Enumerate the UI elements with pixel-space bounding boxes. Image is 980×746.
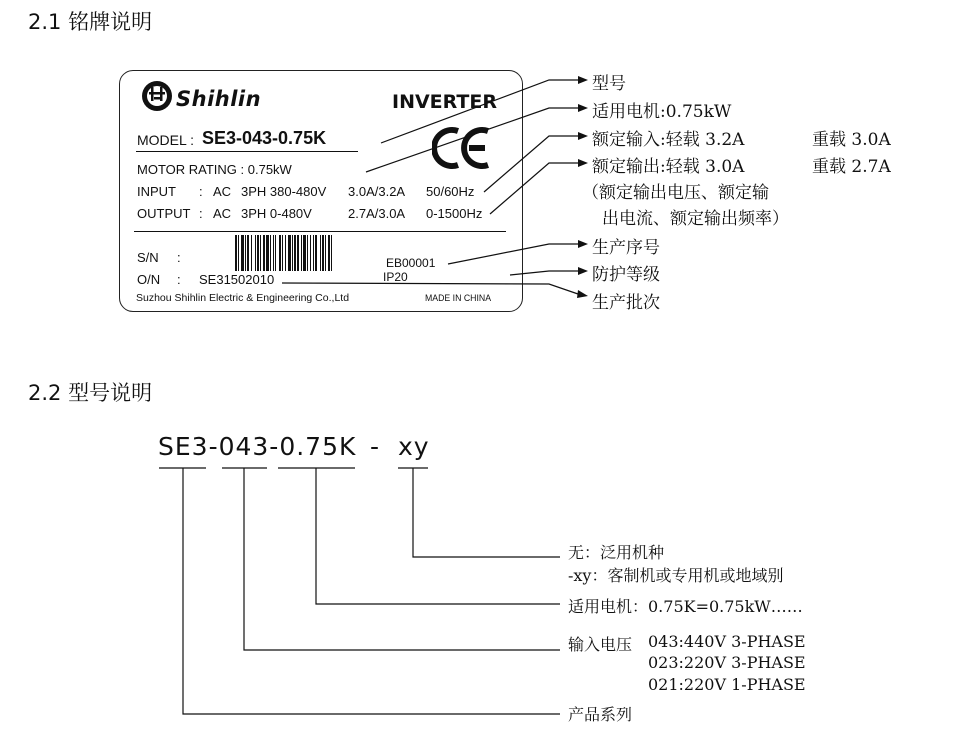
leader-model [381,80,578,143]
ann-motor: 适用电机:0.75kW [592,102,732,122]
product-name: INVERTER [392,91,498,113]
desc-voltage-label: 输入电压 [568,635,633,654]
on-colon: : [177,272,181,287]
leader-serial [448,244,578,264]
leader-suffix [413,468,560,557]
made-in: MADE IN CHINA [425,293,492,304]
leader-motor-code [316,468,560,604]
arrowhead-output [578,159,588,167]
ann-output-rated: 额定输出:轻载 3.0A [592,157,745,177]
desc-series: 产品系列 [568,705,633,724]
input-phase: 3PH 380-480V [241,184,327,199]
arrowhead-protection [578,267,588,275]
ann-input-rated: 额定输入:轻载 3.2A [592,130,745,150]
section-1-title: 2.1 铭牌说明 [28,10,153,34]
leader-protection [510,271,578,275]
sn-label: S/N [137,250,159,265]
output-freq: 0-1500Hz [426,206,483,221]
model-value: SE3-043-0.75K [202,128,327,148]
ann-batch: 生产批次 [592,293,660,313]
model-suffix: xy [398,432,430,461]
model-code: SE3-043-0.75K [158,432,357,461]
model-label: MODEL : [137,132,195,148]
desc-motor: 适用电机：0.75K=0.75kW…… [568,597,803,616]
arrowhead-model [578,76,588,84]
output-current: 2.7A/3.0A [348,206,406,221]
input-colon: : [199,184,203,199]
motor-rating: MOTOR RATING : 0.75kW [137,162,292,177]
maker: Suzhou Shihlin Electric & Engineering Co.,Ltd [136,292,350,304]
desc-none: 无：泛用机种 [568,543,665,562]
brand-name: Shihlin [176,87,262,111]
ann-output-note-2: 出电流、额定输出频率） [602,209,789,229]
sn-value: EB00001 [386,256,436,270]
output-colon: : [199,206,203,221]
ann-output-note-1: （额定输出电压、额定输 [582,183,769,203]
ip-value: IP20 [383,270,408,284]
ann-model: 型号 [592,74,626,94]
arrowhead-serial [578,240,588,248]
input-label: INPUT [137,184,176,199]
leader-voltage-code [244,468,560,650]
desc-voltage-1: 043:440V 3-PHASE [648,632,806,651]
ann-serial: 生产序号 [592,238,660,258]
section-2-title: 2.2 型号说明 [28,381,153,405]
desc-xy: -xy：客制机或专用机或地域别 [568,566,784,585]
output-ac: AC [213,206,232,221]
ann-input-heavy: 重载 3.0A [812,130,891,150]
input-current: 3.0A/3.2A [348,184,406,199]
leader-batch [282,283,578,294]
on-value: SE31502010 [199,272,275,287]
sn-colon: : [177,250,181,265]
output-phase: 3PH 0-480V [241,206,312,221]
leader-output [490,163,578,214]
desc-voltage-2: 023:220V 3-PHASE [648,653,806,672]
input-freq: 50/60Hz [426,184,475,199]
arrowhead-input [578,132,588,140]
input-ac: AC [213,184,232,199]
arrowhead-motor [578,104,588,112]
output-label: OUTPUT [137,206,191,221]
arrowhead-batch [577,290,588,298]
on-label: O/N [137,272,161,287]
leader-motor [366,108,578,172]
model-dash: - [370,432,381,461]
leader-input [484,136,578,192]
ann-output-heavy: 重载 2.7A [812,157,891,177]
leader-series-code [183,468,560,714]
ann-protection: 防护等级 [592,265,660,285]
desc-voltage-3: 021:220V 1-PHASE [648,675,806,694]
